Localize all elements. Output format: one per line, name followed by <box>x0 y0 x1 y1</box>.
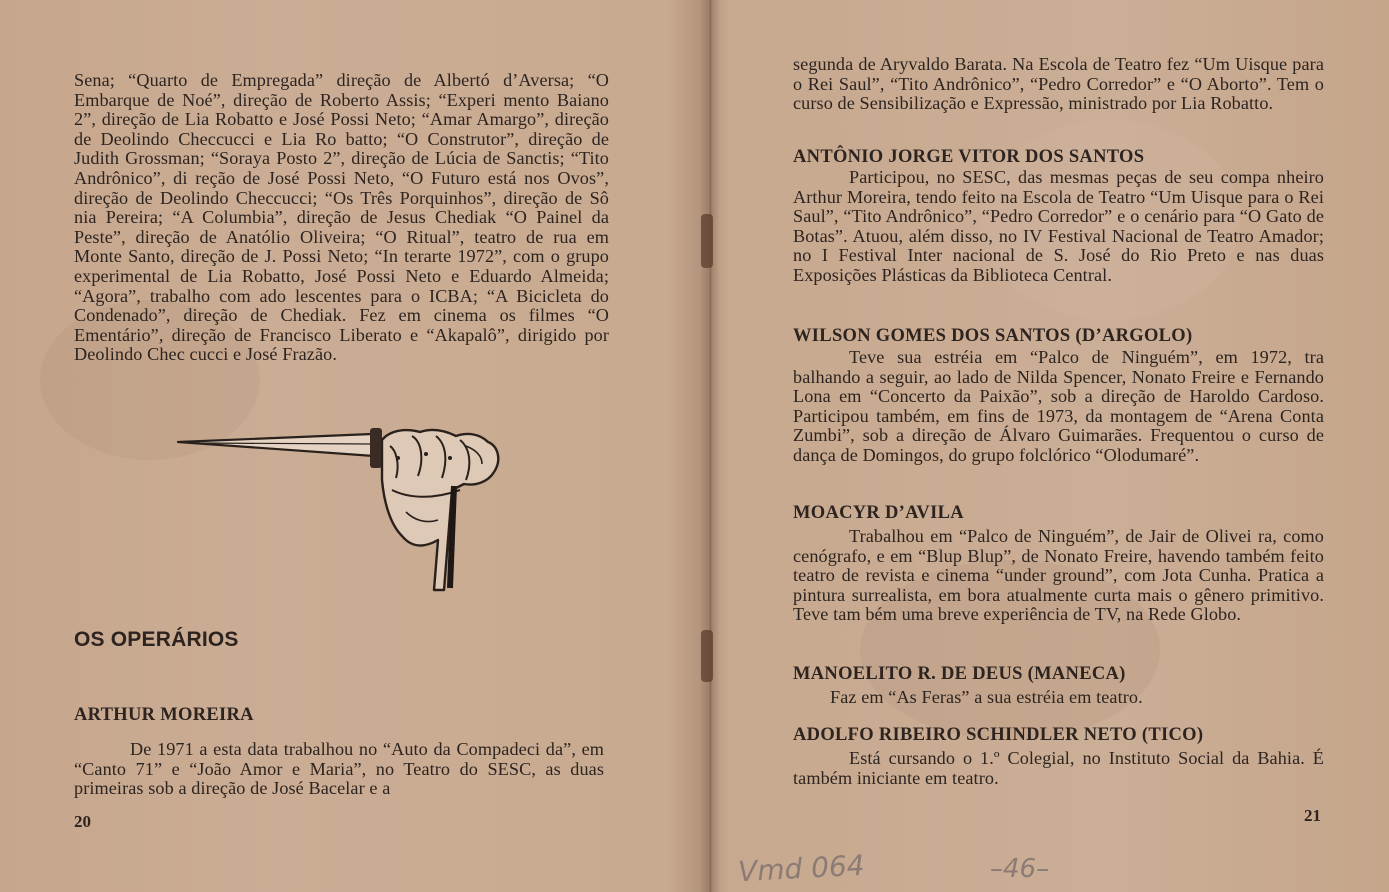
entry-name: WILSON GOMES DOS SANTOS (D’ARGOLO) <box>793 326 1193 346</box>
handwritten-catalog-mark: Vmd 064 <box>737 848 866 889</box>
entry-text: Teve sua estréia em “Palco de Ninguém”, em 1972, tra balhando a seguir, ao lado de Nilda Spencer, Nonato Freire e Fernando Lona em “Concerto da Paixão”, sob a direção de Haroldo Cardoso. Participou também, em fins de 1973, da montagem de “Arena Conta Zumbi”, sob a direção de Álvaro Guimarães. Frequentou o curso de dança de Domingos, do grupo folclórico “Olodumaré”. <box>793 347 1324 465</box>
handwritten-page-mark: –46– <box>990 854 1050 884</box>
entry-text: Trabalhou em “Palco de Ninguém”, de Jair de Olivei ra, como cenógrafo, e em “Blup Blup”, de Nonato Freire, havendo também feito teatro de revista e cinema “under ground”, com Jota Cunha. Pratica a pintura surrealista, em bora atualmente curta mais o gênero primitivo. Teve tam bém uma breve experiência de TV, na Rede Globo. <box>793 526 1324 625</box>
binding-staple <box>701 214 713 268</box>
entry-name: MANOELITO R. DE DEUS (MANECA) <box>793 664 1126 684</box>
section-title: OS OPERÁRIOS <box>74 628 239 651</box>
entry-name: MOACYR D’AVILA <box>793 503 964 523</box>
entry-name: ADOLFO RIBEIRO SCHINDLER NETO (TICO) <box>793 725 1204 745</box>
entry-text: Está cursando o 1.º Colegial, no Instituto Social da Bahia. É também iniciante em teatro. <box>793 748 1324 788</box>
entry-text: Participou, no SESC, das mesmas peças de seu compa nheiro Arthur Moreira, tendo feito na Escola de Teatro “Um Uisque para o Rei Saul”, “Tito Andrônico”, “Pedro Corredor” e o cenário para “O Gato de Botas”. Atuou, além disso, no IV Festival Nacional de Teatro Amador; no I Festival Inter nacional de S. José do Rio Preto e nas duas Exposições Plásticas da Biblioteca Central. <box>793 167 1324 285</box>
book-gutter <box>700 0 720 892</box>
continuation-paragraph: segunda de Aryvaldo Barata. Na Escola de Teatro fez “Um Uisque para o Rei Saul”, “Tito Andrônico”, “Pedro Corredor” e “O Aborto”. Tem o curso de Sensibilização e Expressão, ministrado por Lia Robatto. <box>793 54 1324 114</box>
right-page <box>720 0 1389 892</box>
entry-name: ANTÔNIO JORGE VITOR DOS SANTOS <box>793 147 1145 167</box>
hand-holding-dagger-icon <box>176 420 516 598</box>
continuation-paragraph: Sena; “Quarto de Empregada” direção de Albertó d’Aversa; “O Embarque de Noé”, direção de Roberto Assis; “Experi mento Baiano 2”, direção de Lia Robatto e José Possi Neto; “Amar Amargo”, direção de Deolindo Checcucci e Lia Ro batto; “O Construtor”, direção de Judith Grossman; “Soraya Posto 2”, direção de Lúcia de Sanctis; “Tito Andrônico”, di reção de José Possi Neto, “O Futuro está nos Ovos”, direção de Deolindo Checcucci; “Os Três Porquinhos”, direção de Sô nia Pereira; “A Columbia”, direção de Jesus Chediak “O Painel da Peste”, direção de Anatólio Oliveira; “O Ritual”, teatro de rua em Monte Santo, direção de J. Possi Neto; “In terarte 1972”, com o grupo experimental de Lia Robatto, José Possi Neto e Eduardo Almeida; “Agora”, trabalho com ado lescentes para o ICBA; “A Bicicleta do Condenado”, direção de Chediak. Fez em cinema os filmes “O Ementário”, direção de Francisco Liberato e “Akapalô”, dirigido por Deolindo Chec cucci e José Frazão. <box>74 70 609 365</box>
page-number: 20 <box>74 812 91 831</box>
entry-text: De 1971 a esta data trabalhou no “Auto da Compadeci da”, em “Canto 71” e “João Amor e Maria”, no Teatro do SESC, as duas primeiras sob a direção de José Bacelar e a <box>74 739 604 799</box>
entry-name: ARTHUR MOREIRA <box>74 705 254 725</box>
binding-staple <box>701 630 713 682</box>
entry-text: Faz em “As Feras” a sua estréia em teatro. <box>830 687 1143 707</box>
page-number: 21 <box>1304 806 1321 825</box>
